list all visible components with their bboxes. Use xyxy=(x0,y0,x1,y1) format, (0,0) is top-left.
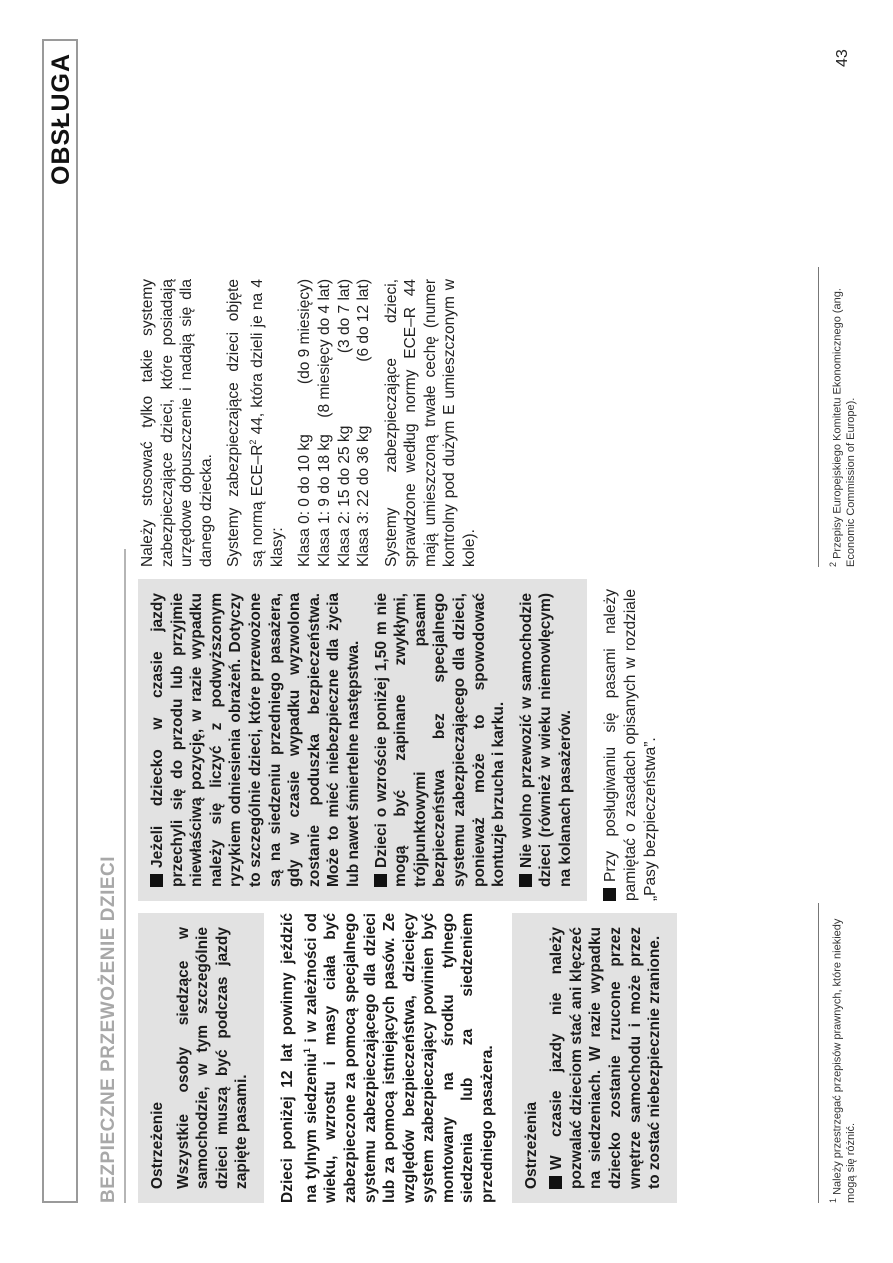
warning-2-heading: Ostrzeżenia xyxy=(522,1101,540,1189)
ece-norm-paragraph xyxy=(224,279,287,567)
warning-box-3 xyxy=(138,579,587,901)
column-3 xyxy=(138,279,488,567)
footnote-1 xyxy=(818,903,858,1203)
children-seating-text-1: Dzieci poniżej 12 lat powinny jeździć na tylnym siedzeniu xyxy=(278,913,320,1203)
class-name: Klasa 2: 15 do 25 kg xyxy=(335,425,353,567)
belts-note xyxy=(601,579,660,901)
class-row xyxy=(295,279,315,567)
note-square-icon xyxy=(603,888,616,901)
page-number: 43 xyxy=(834,49,851,67)
class-name: Klasa 3: 22 do 36 kg xyxy=(355,425,373,567)
footnote-ref-1: 1 xyxy=(301,1048,312,1054)
footnote-ref-2: 2 xyxy=(247,439,258,445)
warning-box-1 xyxy=(138,913,264,1203)
belts-note-text: Przy posługiwaniu się pasami należy pamiętać o zasadach opisanych w rozdziale „Pasy bezpieczeństwa”. xyxy=(602,589,659,901)
class-name: Klasa 0: 0 do 10 kg xyxy=(296,434,314,567)
warning-box-2 xyxy=(512,913,677,1203)
class-name: Klasa 1: 9 do 18 kg xyxy=(315,434,333,567)
ece-norm-text-1: Systemy zabezpieczające dzieci objęte są normą ECE–R xyxy=(225,279,267,567)
footnote-2-number: 2 xyxy=(828,561,838,567)
height-warning: Dzieci o wzroście poniżej 1,50 m nie mogą być zapinane zwykłymi, trójpunktowymi pasami bezpieczeństwa bez specjalnego systemu zabezpieczającego dla dzieci, ponieważ może to spowodować kontuzje brzucha i karku. xyxy=(372,593,508,887)
section-title: BEZPIECZNE PRZEWOŻENIE DZIECI xyxy=(98,855,119,1203)
warning-1-heading: Ostrzeżenie xyxy=(149,1101,166,1189)
class-age: (8 miesięcy do 4 lat) xyxy=(315,279,333,418)
children-seating-paragraph xyxy=(278,913,498,1203)
section-rule xyxy=(124,549,126,1203)
ece-mark-paragraph: Systemy zabezpieczające dzieci, sprawdzone według normy ECE–R 44 mają umieszczoną trwałe cechę (numer kontrolny pod dużym E umieszczonym w kole). xyxy=(382,279,479,567)
header-bar xyxy=(42,39,78,1203)
class-age: (do 9 miesięcy) xyxy=(296,279,314,385)
footnote-2-text: Przepisy Europejskiego Komitetu Ekonomicznego (ang. Economic Commission of Europe). xyxy=(831,288,857,567)
approved-systems-paragraph: Należy stosować tylko takie systemy zabezpieczające dzieci, które posiadają urzędowe dopuszczenie i nadają się dla danego dziecka. xyxy=(139,279,215,567)
bullet-square-icon xyxy=(519,874,532,887)
class-list xyxy=(295,279,373,567)
lap-warning: Nie wolno przewozić w samochodzie dzieci (również w wieku niemowlęcym) na kolanach pasażerów. xyxy=(517,593,574,887)
bullet-square-icon xyxy=(150,874,163,887)
warning-2-text: W czasie jazdy nie należy pozwalać dzieciom stać ani klęczeć na siedzeniach. W razie wypadku dziecko zostanie rzucone przez wnętrze samochodu i może przez to zostać niebezpiecznie zranione. xyxy=(548,927,664,1189)
children-seating-text-2: i w zależności od wieku, wzrostu i masy ciała być zabezpieczone za pomocą specjalnego systemu zabezpieczającego dla dzieci lub za pomocą istniejących pasów. Ze względów bezpieczeństwa, dziecięcy system zabezpieczający powinien być montowany na środku tylnego siedzenia lub za siedzeniem przedniego pasażera. xyxy=(302,913,497,1203)
column-1 xyxy=(138,913,677,1203)
class-row xyxy=(315,279,335,567)
footnote-1-text: Należy przestrzegać przepisów prawnych, które niekiedy mogą się różnić. xyxy=(831,918,857,1203)
header-title: OBSŁUGA xyxy=(47,53,75,185)
warning-1-text: Wszystkie osoby siedzące w samochodzie, w tym szczególnie dzieci muszą być podczas jazdy zapięte pasami. xyxy=(174,927,251,1189)
footnote-1-number: 1 xyxy=(828,1197,838,1203)
class-row xyxy=(354,279,374,567)
footnote-2 xyxy=(818,267,858,567)
bullet-square-icon xyxy=(374,874,387,887)
class-age: (3 do 7 lat) xyxy=(335,279,353,354)
ece-norm-text-2: 44, która dzieli je na 4 klasy: xyxy=(249,278,286,567)
class-row xyxy=(335,279,355,567)
class-age: (6 do 12 lat) xyxy=(355,279,373,362)
bullet-square-icon xyxy=(549,1176,562,1189)
forward-lean-warning: Jeżeli dziecko w czasie jazdy przechyli się do przodu lub przyjmie niewłaściwą pozycję, w razie wypadku należy się liczyć z podwyższonym ryzykiem odniesienia obrażeń. Dotyczy to szczególnie dzieci, które przewożone są na siedzeniu przedniego pasażera, gdy w czasie wypadku wyzwolona zostanie poduszka bezpieczeństwa. Może to mieć niebezpieczne dla życia lub nawet śmiertelne następstwa. xyxy=(149,593,362,887)
column-2 xyxy=(138,579,660,901)
